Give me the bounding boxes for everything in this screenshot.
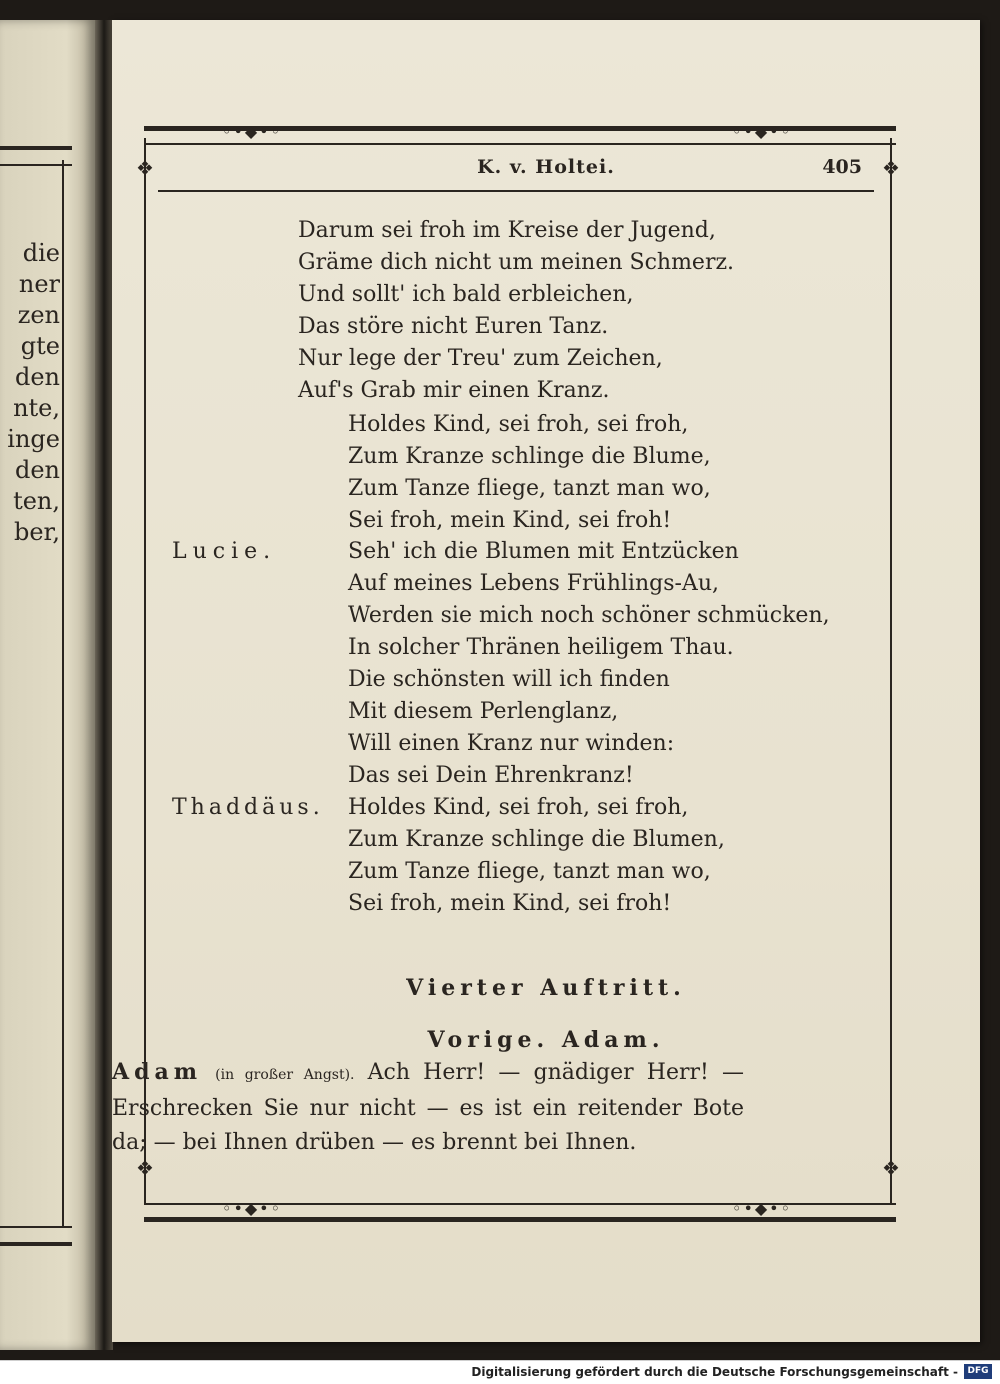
ornament-left-icon: ❖ [136,1156,156,1180]
verse-line: Sei froh, mein Kind, sei froh! [348,508,672,533]
dialogue-paragraph [112,1055,744,1160]
left-page-text-fragments [0,238,60,548]
speaker-name: Lucie. [172,539,277,564]
left-fragment: ber, [13,518,60,546]
verse-line: Holdes Kind, sei froh, sei froh, [348,412,689,437]
verse-line: Nur lege der Treu' zum Zeichen, [298,346,663,371]
verse-line: Sei froh, mein Kind, sei froh! [348,891,672,916]
verse-line: Die schönsten will ich finden [348,667,670,692]
book-gutter [95,20,113,1350]
verse-line: Zum Tanze fliege, tanzt man wo, [348,859,711,884]
left-fragment: inge [7,425,60,453]
ornament-right-icon: ❖ [882,156,902,180]
left-page-border-bottom [0,1226,72,1246]
header-rule [158,190,874,192]
verse-line: Zum Kranze schlinge die Blumen, [348,827,725,852]
footer-bar [0,1360,1000,1384]
verse-line: Seh' ich die Blumen mit Entzücken [348,539,739,564]
ornament-bottom-right-icon: ◦•◆•◦ [732,1199,793,1218]
stage-direction: (in großer Angst). [215,1067,355,1083]
verse-line: Und sollt' ich bald erbleichen, [298,282,634,307]
ornament-top-right-icon: ◦•◆•◦ [732,122,793,141]
verse-line: Will einen Kranz nur winden: [348,731,675,756]
ornament-left-icon: ❖ [136,156,156,180]
ornament-right-icon: ❖ [882,1156,902,1180]
verse-line: Gräme dich nicht um meinen Schmerz. [298,250,735,275]
left-fragment: zen [17,301,60,329]
verse-line: Darum sei froh im Kreise der Jugend, [298,218,716,243]
left-page [0,20,95,1350]
left-fragment: den [14,456,60,484]
speaker-name: Adam [112,1059,202,1085]
verse-line: Werden sie mich noch schöner schmücken, [348,603,830,628]
scene-title: Vierter Auftritt. [406,975,686,1001]
verse-line: Zum Tanze fliege, tanzt man wo, [348,476,711,501]
footer-credit: Digitalisierung gefördert durch die Deutsche Forschungsgemeinschaft - [471,1365,958,1379]
ornament-bottom-left-icon: ◦•◆•◦ [222,1199,283,1218]
running-head: K. v. Holtei. [477,156,615,178]
verse-line: Holdes Kind, sei froh, sei froh, [348,795,689,820]
speaker-name: Thaddäus. [172,795,324,820]
verse-line: In solcher Thränen heiligem Thau. [348,635,734,660]
scene-characters: Vorige. Adam. [427,1027,665,1053]
verse-line: Zum Kranze schlinge die Blume, [348,444,711,469]
ornament-top-left-icon: ◦•◆•◦ [222,122,283,141]
verse-line: Das sei Dein Ehrenkranz! [348,763,634,788]
verse-line: Mit diesem Perlenglanz, [348,699,619,724]
left-fragment: nte, [13,394,60,422]
verse-line: Auf's Grab mir einen Kranz. [298,378,610,403]
left-fragment: ten, [13,487,60,515]
left-fragment: den [14,363,60,391]
left-page-border-side [62,160,70,1226]
verse-line: Auf meines Lebens Frühlings-Au, [348,571,719,596]
left-fragment: die [22,239,60,267]
left-fragment: ner [18,270,60,298]
verse-line: Das störe nicht Euren Tanz. [298,314,609,339]
dfg-logo-icon: DFG [964,1364,992,1379]
left-fragment: gte [20,332,60,360]
dialogue-text: Ach Herr! — gnädiger Herr! — Erschrecken Sie nur nicht — es ist ein reitender Bote da; — bei Ihnen drüben — es brennt bei Ihnen. [112,1060,744,1155]
page-number: 405 [822,156,862,178]
